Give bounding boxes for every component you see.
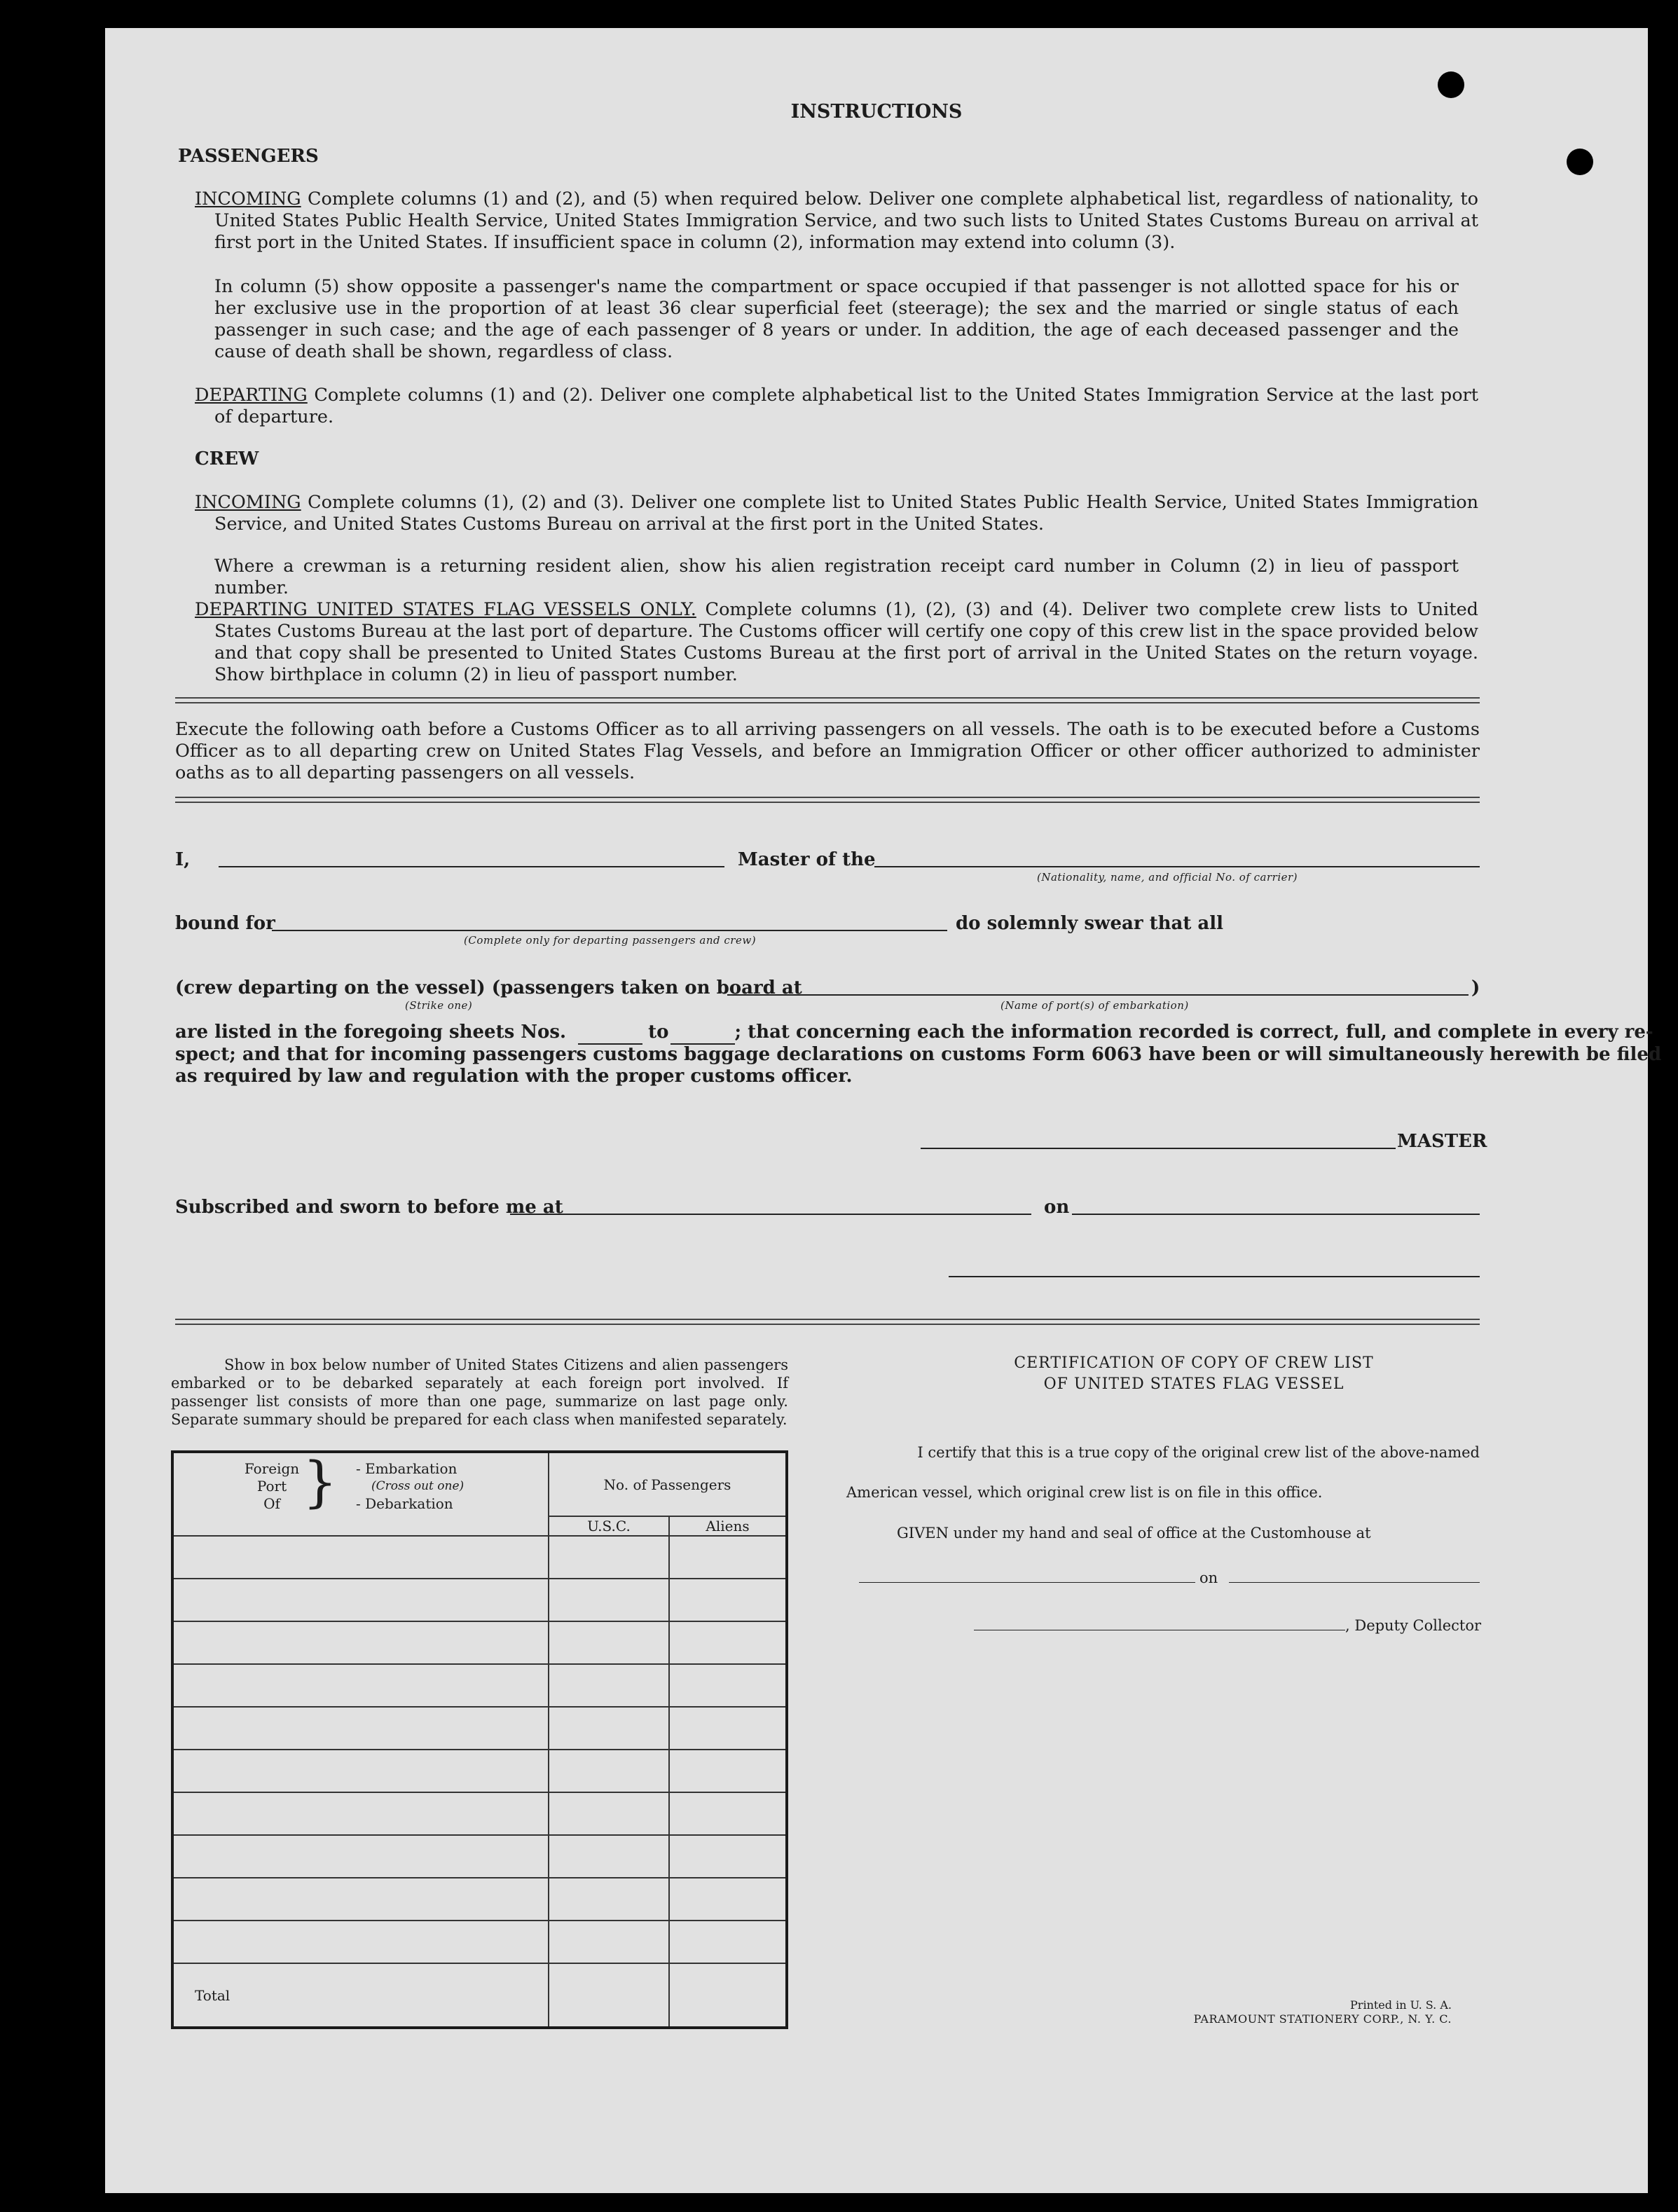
carrier-caption: (Nationality, name, and official No. of carrier) (1037, 871, 1298, 884)
oath-instruction: Execute the following oath before a Customs Officer as to all arriving passengers on all vessels. The oath is to be executed before a Customs Officer as to all departing crew on United States Flag Vessels, and before an Immigration Officer or other officer authorized to administer oaths as to all departing passengers on all vessels. (175, 719, 1480, 783)
sworn-place-line[interactable] (510, 1214, 1031, 1215)
certification-title-2: OF UNITED STATES FLAG VESSEL (1043, 1375, 1345, 1393)
master-label: MASTER (1397, 1131, 1487, 1152)
aliens-header: Aliens (669, 1516, 787, 1536)
usc-header: U.S.C. (549, 1516, 669, 1536)
strike-one-caption: (Strike one) (405, 999, 473, 1012)
customhouse-line[interactable] (859, 1582, 1195, 1583)
usc-cell[interactable] (549, 1750, 669, 1792)
printer-line-2: PARAMOUNT STATIONERY CORP., N. Y. C. (1193, 2012, 1452, 2026)
certification-line-1: I certify that this is a true copy of the original crew list of the above-named (917, 1444, 1480, 1461)
aliens-total-cell[interactable] (669, 1963, 787, 2028)
foreign-port-header (172, 1452, 549, 1536)
usc-total-cell[interactable] (549, 1963, 669, 2028)
swear-label: do solemnly swear that all (956, 913, 1224, 934)
cross-out-note: (Cross out one) (371, 1479, 465, 1493)
listed-rest-1: ; that concerning each the information recorded is correct, full, and complete in every re- (734, 1022, 1653, 1043)
oath-i-label: I, (175, 849, 191, 870)
crew-resident-paragraph: Where a crewman is a returning resident alien, show his alien registration receipt card number in Column (2) in lieu of passport number. (214, 556, 1459, 598)
passengers-incoming-text: Complete columns (1) and (2), and (5) when required below. Deliver one complete alphabetical list, regardless of nationality, to United States Public Health Service, United States Immigration Service, and two such lists to United States Customs Bureau on arrival at first port in the United States. If insufficient space in column (2), information may extend into column (3). (214, 188, 1478, 253)
crew-incoming-paragraph (195, 492, 1478, 535)
carrier-line[interactable] (874, 866, 1480, 867)
passengers-departing-paragraph (195, 385, 1478, 428)
aliens-cell[interactable] (669, 1878, 787, 1921)
passengers-departing-text: Complete columns (1) and (2). Deliver one complete alphabetical list to the United States Immigration Service at the last port of departure. (214, 385, 1478, 427)
usc-cell[interactable] (549, 1921, 669, 1963)
foreign-label: Foreign (244, 1460, 300, 1477)
usc-cell[interactable] (549, 1579, 669, 1621)
port-cell[interactable] (172, 1536, 549, 1579)
port-cell[interactable] (172, 1750, 549, 1792)
aliens-cell[interactable] (669, 1835, 787, 1878)
aliens-cell[interactable] (669, 1921, 787, 1963)
sworn-date-line[interactable] (1072, 1214, 1480, 1215)
debarkation-option[interactable]: - Debarkation (356, 1495, 453, 1512)
section-divider (175, 697, 1480, 703)
usc-cell[interactable] (549, 1536, 669, 1579)
aliens-cell[interactable] (669, 1792, 787, 1835)
crew-incoming-label: INCOMING (195, 492, 301, 513)
usc-cell[interactable] (549, 1707, 669, 1750)
punch-hole (1438, 71, 1464, 98)
officer-signature-line[interactable] (949, 1276, 1480, 1277)
sworn-on-label: on (1044, 1197, 1070, 1218)
aliens-cell[interactable] (669, 1536, 787, 1579)
port-cell[interactable] (172, 1664, 549, 1707)
port-label: Port (256, 1478, 287, 1495)
summary-note: Show in box below number of United States Citizens and alien passengers embarked or to be debarked separately at each foreign port involved. If passenger list consists of more than one page, summarize on last page only. Separate summary should be prepared for each class when manifested separately. (171, 1356, 788, 1428)
form-sheet (105, 28, 1662, 2193)
usc-cell[interactable] (549, 1792, 669, 1835)
master-signature-line[interactable] (921, 1148, 1396, 1149)
passengers-incoming-label: INCOMING (195, 188, 301, 209)
listed-prefix: are listed in the foregoing sheets Nos. (175, 1022, 567, 1043)
usc-cell[interactable] (549, 1878, 669, 1921)
ports-caption: (Name of port(s) of embarkation) (1000, 999, 1189, 1012)
subscribed-label: Subscribed and sworn to before me at (175, 1197, 563, 1218)
bound-for-caption: (Complete only for departing passengers and crew) (464, 934, 757, 947)
deputy-collector-label: , Deputy Collector (1345, 1617, 1482, 1634)
of-label: Of (263, 1495, 280, 1512)
no-of-passengers-header: No. of Passengers (549, 1452, 787, 1516)
sheet-to-blank[interactable] (670, 1022, 735, 1045)
listed-to: to (648, 1022, 669, 1043)
port-cell[interactable] (172, 1792, 549, 1835)
port-cell[interactable] (172, 1921, 549, 1963)
master-of-label: Master of the (738, 849, 876, 870)
embarkation-ports-line[interactable] (727, 994, 1469, 996)
total-label: Total (172, 1963, 549, 2028)
aliens-cell[interactable] (669, 1707, 787, 1750)
port-cell[interactable] (172, 1878, 549, 1921)
passenger-summary-table (171, 1450, 788, 2029)
master-name-line[interactable] (219, 866, 724, 867)
crew-incoming-text: Complete columns (1), (2) and (3). Deliver one complete list to United States Public Health Service, United States Immigration Service, and United States Customs Bureau on arrival at the first port in the United States. (214, 492, 1478, 535)
certification-on-label: on (1199, 1569, 1218, 1586)
punch-hole (1567, 149, 1593, 175)
aliens-cell[interactable] (669, 1664, 787, 1707)
crew-title: CREW (195, 448, 259, 469)
section-divider (175, 797, 1480, 803)
page-heading: INSTRUCTIONS (790, 101, 963, 123)
aliens-cell[interactable] (669, 1579, 787, 1621)
listed-line-1 (175, 1022, 1653, 1045)
usc-cell[interactable] (549, 1835, 669, 1878)
crew-departing-text: Complete columns (1), (2), (3) and (4). Deliver two complete crew lists to United States Customs Bureau at the last port of departure. The Customs officer will certify one copy of this crew list in the space provided below and that copy shall be presented to United States Customs Bureau at the first port of arrival in the United States on the return voyage. Show birthplace in column (2) in lieu of passport number. (214, 599, 1478, 685)
certification-line-2: American vessel, which original crew list is on file in this office. (846, 1484, 1323, 1501)
section-divider (175, 1319, 1480, 1325)
port-cell[interactable] (172, 1707, 549, 1750)
certification-line-3: GIVEN under my hand and seal of office at the Customhouse at (897, 1525, 1371, 1541)
certification-title-1: CERTIFICATION OF COPY OF CREW LIST (1014, 1354, 1374, 1372)
bound-for-label: bound for (175, 913, 275, 934)
passengers-column5-paragraph: In column (5) show opposite a passenger's name the compartment or space occupied if that passenger is not allotted space for his or her exclusive use in the proportion of at least 36 clear superficial feet (steerage); the sex and the married or single status of each passenger in such case; and the age of each passenger of 8 years or under. In addition, the age of each deceased passenger and the cause of death shall be shown, regardless of class. (214, 276, 1459, 362)
sheet-from-blank[interactable] (578, 1022, 642, 1045)
port-cell[interactable] (172, 1621, 549, 1664)
certification-date-line[interactable] (1229, 1582, 1480, 1583)
port-cell[interactable] (172, 1835, 549, 1878)
listed-line-2: spect; and that for incoming passengers customs baggage declarations on customs Form 6063 have been or will simultaneously herewith be filed (175, 1044, 1662, 1065)
aliens-cell[interactable] (669, 1750, 787, 1792)
passengers-title: PASSENGERS (178, 146, 319, 167)
passengers-incoming-paragraph (195, 188, 1478, 254)
printer-line-1: Printed in U. S. A. (1350, 1998, 1452, 2012)
close-paren: ) (1471, 977, 1480, 998)
usc-cell[interactable] (549, 1621, 669, 1664)
crew-departing-label: DEPARTING UNITED STATES FLAG VESSELS ONLY. (195, 599, 696, 620)
crew-departing-paragraph (195, 599, 1478, 686)
embarkation-option[interactable]: - Embarkation (356, 1460, 458, 1477)
passengers-departing-label: DEPARTING (195, 385, 308, 406)
bound-for-line[interactable] (272, 930, 947, 931)
aliens-cell[interactable] (669, 1621, 787, 1664)
port-cell[interactable] (172, 1579, 549, 1621)
listed-line-3: as required by law and regulation with the proper customs officer. (175, 1066, 853, 1087)
usc-cell[interactable] (549, 1664, 669, 1707)
crew-departing-label: (crew departing on the vessel) (passengers taken on board at (175, 977, 802, 998)
brace-glyph: } (303, 1451, 338, 1514)
